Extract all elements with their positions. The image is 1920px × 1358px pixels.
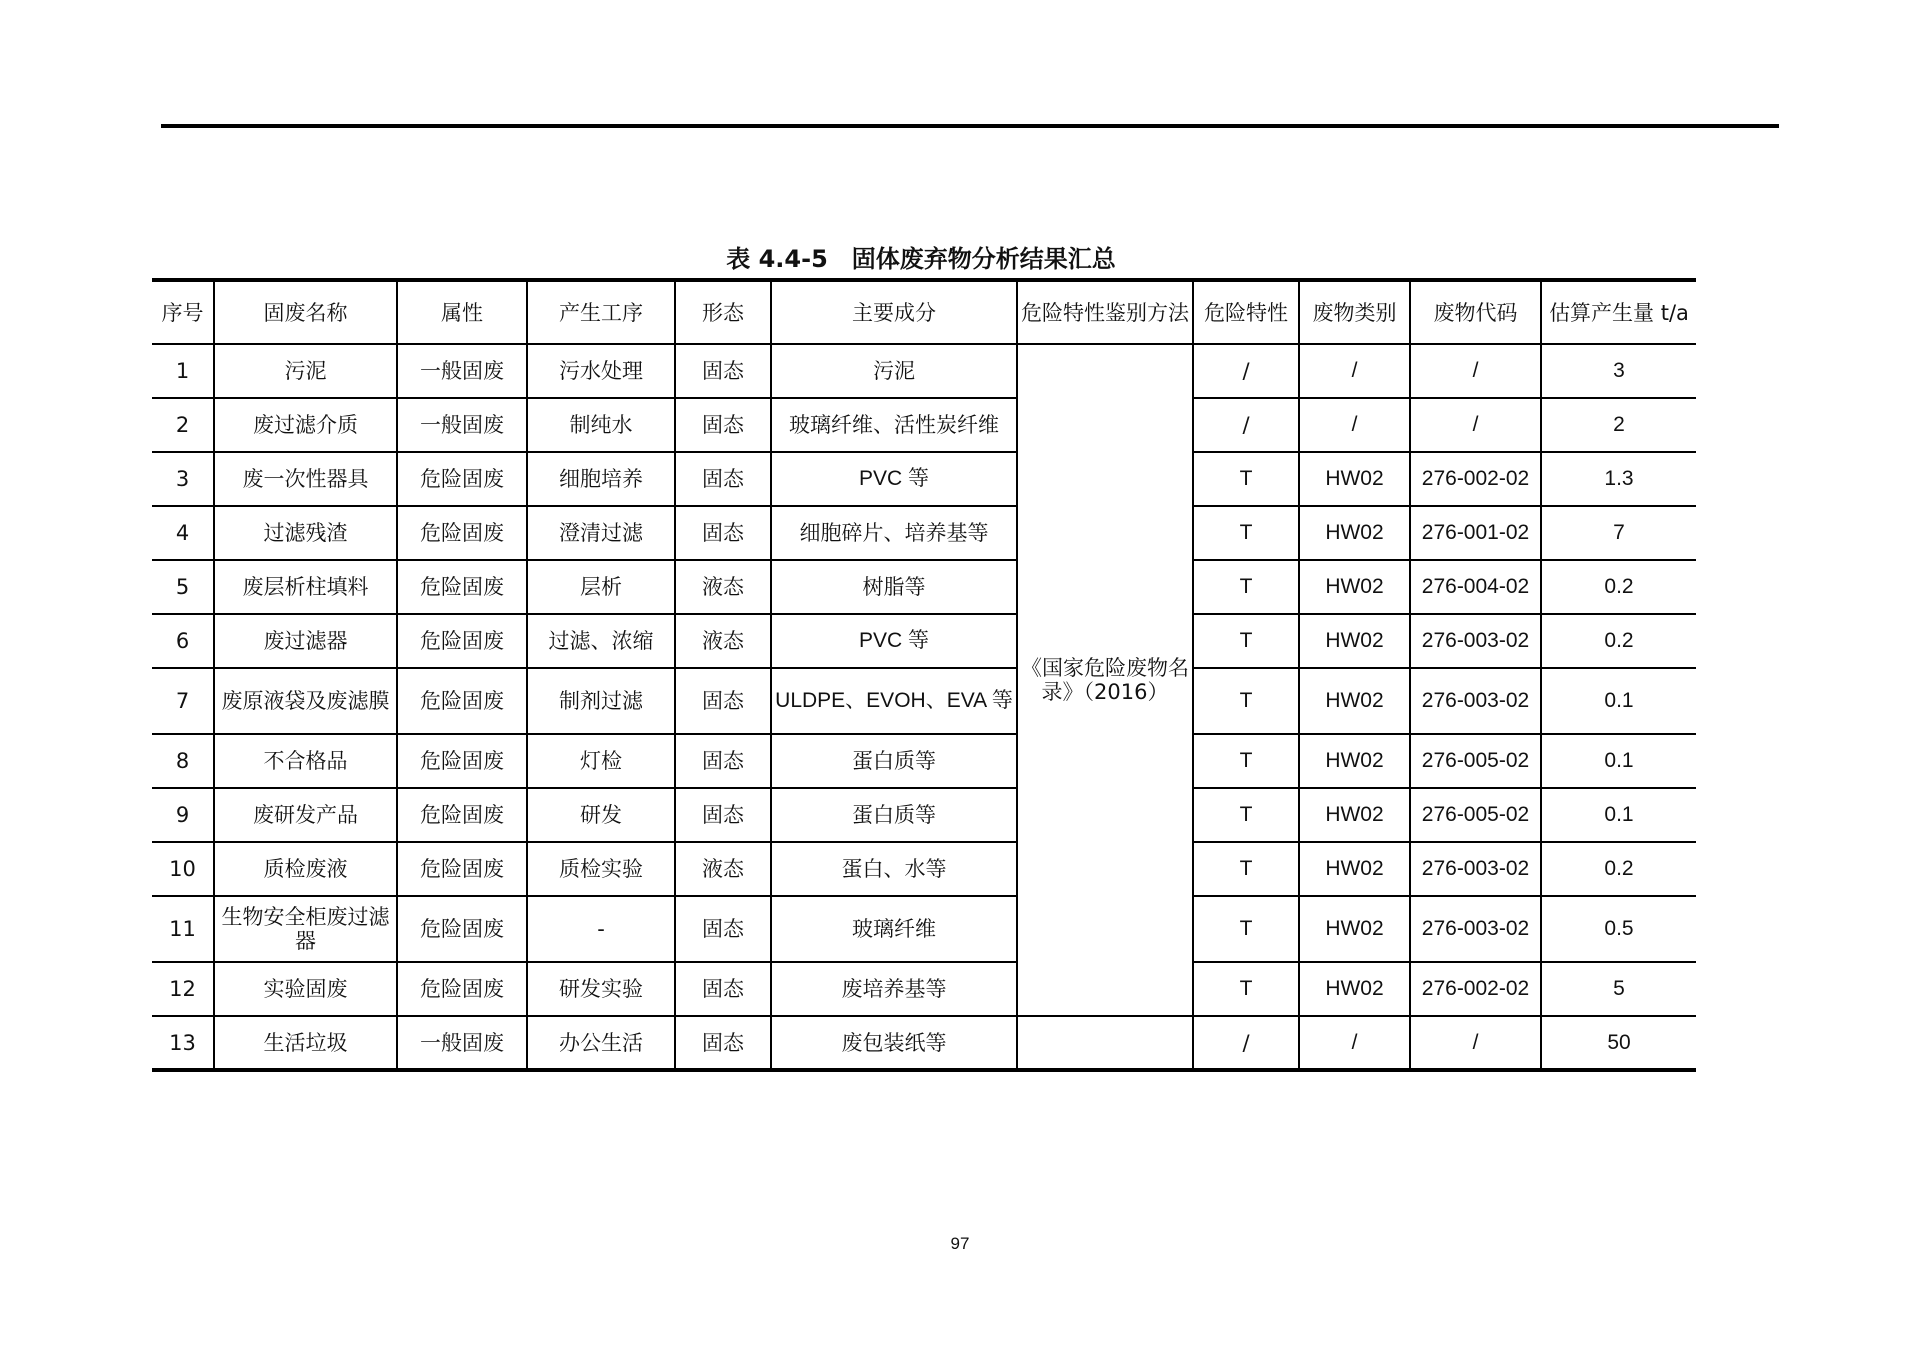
cell-category: HW02	[1299, 962, 1410, 1016]
cell-form: 固态	[675, 788, 771, 842]
cell-process: 细胞培养	[527, 452, 675, 506]
cell-components: PVC 等	[771, 614, 1017, 668]
table-row	[152, 1016, 1696, 1070]
cell-index: 13	[152, 1016, 214, 1070]
cell-form: 固态	[675, 344, 771, 398]
cell-category: HW02	[1299, 788, 1410, 842]
cell-index: 2	[152, 398, 214, 452]
cell-attribute: 危险固废	[397, 452, 527, 506]
cell-category: /	[1299, 1016, 1410, 1070]
cell-code: 276-005-02	[1410, 734, 1541, 788]
cell-index: 9	[152, 788, 214, 842]
cell-index: 11	[152, 896, 214, 962]
table-row	[152, 842, 1696, 896]
cell-form: 固态	[675, 668, 771, 734]
cell-code: 276-003-02	[1410, 842, 1541, 896]
table-row	[152, 560, 1696, 614]
cell-hazard: T	[1193, 668, 1299, 734]
cell-code: 276-003-02	[1410, 896, 1541, 962]
cell-hazard: T	[1193, 842, 1299, 896]
cell-category: HW02	[1299, 560, 1410, 614]
cell-index: 7	[152, 668, 214, 734]
cell-hazard: /	[1193, 1016, 1299, 1070]
cell-components: 细胞碎片、培养基等	[771, 506, 1017, 560]
table-row	[152, 398, 1696, 452]
cell-amount: 2	[1541, 398, 1696, 452]
cell-category: /	[1299, 344, 1410, 398]
cell-components: 玻璃纤维	[771, 896, 1017, 962]
header-method: 危险特性鉴别方法	[1017, 280, 1193, 344]
cell-index: 12	[152, 962, 214, 1016]
cell-amount: 7	[1541, 506, 1696, 560]
cell-attribute: 危险固废	[397, 614, 527, 668]
cell-process: 制纯水	[527, 398, 675, 452]
cell-category: HW02	[1299, 734, 1410, 788]
cell-index: 1	[152, 344, 214, 398]
cell-components: 玻璃纤维、活性炭纤维	[771, 398, 1017, 452]
cell-amount: 0.2	[1541, 842, 1696, 896]
cell-attribute: 一般固废	[397, 344, 527, 398]
cell-form: 固态	[675, 1016, 771, 1070]
cell-components: PVC 等	[771, 452, 1017, 506]
table-row	[152, 962, 1696, 1016]
cell-method-group: 《国家危险废物名录》（2016）	[1017, 344, 1193, 1016]
cell-hazard: /	[1193, 344, 1299, 398]
cell-process: 灯检	[527, 734, 675, 788]
cell-components: 蛋白质等	[771, 734, 1017, 788]
cell-category: HW02	[1299, 842, 1410, 896]
cell-name: 过滤残渣	[214, 506, 397, 560]
cell-components: 蛋白、水等	[771, 842, 1017, 896]
cell-attribute: 危险固废	[397, 788, 527, 842]
table-row	[152, 452, 1696, 506]
cell-category: HW02	[1299, 896, 1410, 962]
cell-form: 液态	[675, 614, 771, 668]
header-code: 废物代码	[1410, 280, 1541, 344]
cell-components: 树脂等	[771, 560, 1017, 614]
cell-process: 污水处理	[527, 344, 675, 398]
cell-index: 8	[152, 734, 214, 788]
cell-category: HW02	[1299, 668, 1410, 734]
header-index: 序号	[152, 280, 214, 344]
cell-amount: 0.1	[1541, 734, 1696, 788]
cell-name: 废研发产品	[214, 788, 397, 842]
table-row	[152, 734, 1696, 788]
cell-attribute: 危险固废	[397, 506, 527, 560]
cell-components: 蛋白质等	[771, 788, 1017, 842]
cell-process: -	[527, 896, 675, 962]
cell-index: 10	[152, 842, 214, 896]
cell-form: 固态	[675, 506, 771, 560]
cell-code: 276-002-02	[1410, 962, 1541, 1016]
cell-amount: 0.5	[1541, 896, 1696, 962]
cell-name: 质检废液	[214, 842, 397, 896]
table-row	[152, 344, 1696, 398]
cell-hazard: T	[1193, 962, 1299, 1016]
cell-name: 废一次性器具	[214, 452, 397, 506]
cell-hazard: T	[1193, 506, 1299, 560]
cell-process: 层析	[527, 560, 675, 614]
cell-amount: 0.1	[1541, 788, 1696, 842]
header-process: 产生工序	[527, 280, 675, 344]
cell-attribute: 危险固废	[397, 734, 527, 788]
cell-amount: 5	[1541, 962, 1696, 1016]
cell-process: 研发	[527, 788, 675, 842]
cell-amount: 0.2	[1541, 560, 1696, 614]
cell-process: 质检实验	[527, 842, 675, 896]
cell-name: 废原液袋及废滤膜	[214, 668, 397, 734]
cell-code: 276-003-02	[1410, 668, 1541, 734]
table-row	[152, 788, 1696, 842]
solid-waste-table	[152, 278, 1696, 1072]
cell-amount: 0.1	[1541, 668, 1696, 734]
cell-index: 3	[152, 452, 214, 506]
cell-attribute: 危险固废	[397, 842, 527, 896]
cell-code: 276-004-02	[1410, 560, 1541, 614]
cell-hazard: T	[1193, 560, 1299, 614]
cell-amount: 3	[1541, 344, 1696, 398]
cell-form: 液态	[675, 842, 771, 896]
cell-amount: 50	[1541, 1016, 1696, 1070]
header-components: 主要成分	[771, 280, 1017, 344]
cell-hazard: /	[1193, 398, 1299, 452]
cell-form: 固态	[675, 896, 771, 962]
cell-name: 实验固废	[214, 962, 397, 1016]
table-row	[152, 506, 1696, 560]
table-row	[152, 614, 1696, 668]
page-number: 97	[950, 1234, 970, 1253]
cell-category: /	[1299, 398, 1410, 452]
header-row	[152, 280, 1696, 344]
cell-name: 废过滤介质	[214, 398, 397, 452]
cell-code: /	[1410, 1016, 1541, 1070]
cell-category: HW02	[1299, 614, 1410, 668]
cell-form: 液态	[675, 560, 771, 614]
cell-amount: 1.3	[1541, 452, 1696, 506]
cell-name: 生物安全柜废过滤器	[214, 896, 397, 962]
cell-code: 276-001-02	[1410, 506, 1541, 560]
cell-attribute: 危险固废	[397, 962, 527, 1016]
cell-process: 过滤、浓缩	[527, 614, 675, 668]
cell-hazard: T	[1193, 734, 1299, 788]
cell-attribute: 一般固废	[397, 1016, 527, 1070]
cell-index: 5	[152, 560, 214, 614]
cell-code: /	[1410, 344, 1541, 398]
cell-code: 276-002-02	[1410, 452, 1541, 506]
cell-code: 276-003-02	[1410, 614, 1541, 668]
cell-components: 污泥	[771, 344, 1017, 398]
cell-process: 澄清过滤	[527, 506, 675, 560]
header-amount: 估算产生量 t/a	[1541, 280, 1696, 344]
cell-process: 制剂过滤	[527, 668, 675, 734]
cell-code: /	[1410, 398, 1541, 452]
header-name: 固废名称	[214, 280, 397, 344]
table-title: 表 4.4-5 固体废弃物分析结果汇总	[726, 245, 1116, 273]
table-row	[152, 668, 1696, 734]
cell-attribute: 危险固废	[397, 668, 527, 734]
cell-category: HW02	[1299, 452, 1410, 506]
cell-process: 办公生活	[527, 1016, 675, 1070]
cell-components: 废包装纸等	[771, 1016, 1017, 1070]
cell-name: 不合格品	[214, 734, 397, 788]
cell-name: 污泥	[214, 344, 397, 398]
cell-process: 研发实验	[527, 962, 675, 1016]
header-category: 废物类别	[1299, 280, 1410, 344]
cell-index: 4	[152, 506, 214, 560]
cell-form: 固态	[675, 398, 771, 452]
cell-hazard: T	[1193, 896, 1299, 962]
cell-attribute: 危险固废	[397, 560, 527, 614]
header-form: 形态	[675, 280, 771, 344]
cell-hazard: T	[1193, 788, 1299, 842]
cell-name: 生活垃圾	[214, 1016, 397, 1070]
cell-components: ULDPE、EVOH、EVA 等	[771, 668, 1017, 734]
cell-index: 6	[152, 614, 214, 668]
cell-attribute: 一般固废	[397, 398, 527, 452]
cell-method-empty	[1017, 1016, 1193, 1070]
cell-form: 固态	[675, 962, 771, 1016]
cell-name: 废层析柱填料	[214, 560, 397, 614]
cell-hazard: T	[1193, 452, 1299, 506]
header-hazard: 危险特性	[1193, 280, 1299, 344]
header-attribute: 属性	[397, 280, 527, 344]
header-rule	[161, 124, 1779, 128]
cell-code: 276-005-02	[1410, 788, 1541, 842]
cell-form: 固态	[675, 452, 771, 506]
table-row	[152, 896, 1696, 962]
cell-name: 废过滤器	[214, 614, 397, 668]
cell-form: 固态	[675, 734, 771, 788]
cell-amount: 0.2	[1541, 614, 1696, 668]
cell-category: HW02	[1299, 506, 1410, 560]
cell-components: 废培养基等	[771, 962, 1017, 1016]
cell-hazard: T	[1193, 614, 1299, 668]
cell-attribute: 危险固废	[397, 896, 527, 962]
